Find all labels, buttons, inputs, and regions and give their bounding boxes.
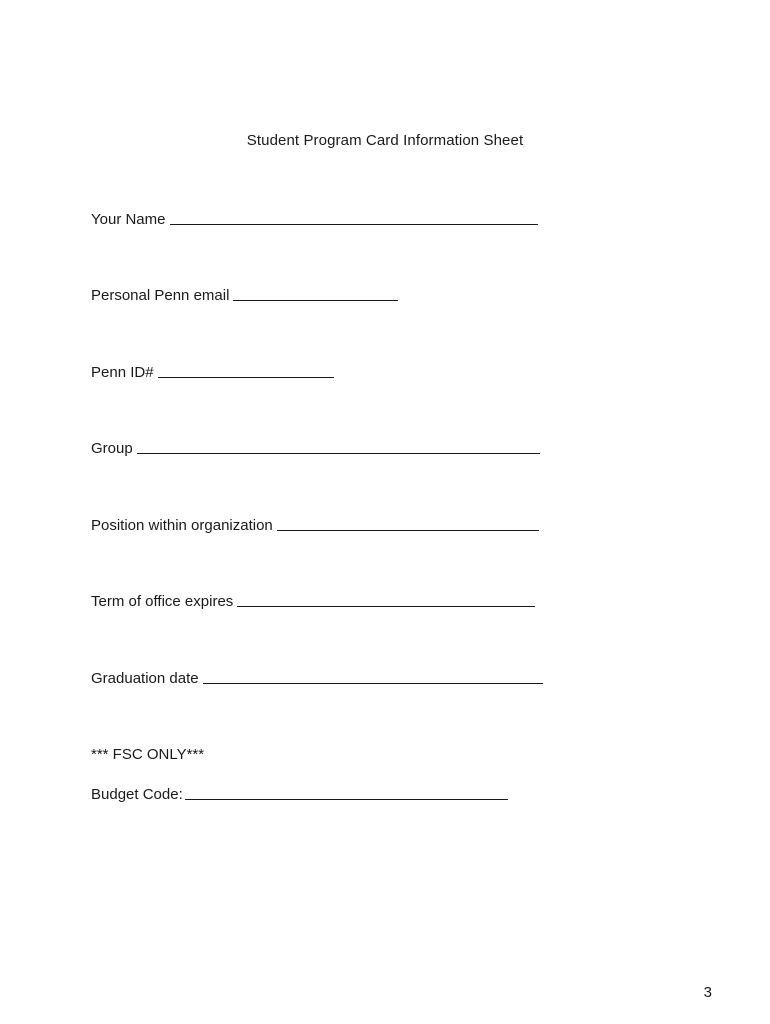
field-term-expires xyxy=(91,593,535,610)
fill-in-line[interactable] xyxy=(237,605,535,607)
field-position xyxy=(91,517,539,534)
field-your-name xyxy=(91,211,538,228)
field-label: Position within organization xyxy=(91,517,273,534)
fill-in-line[interactable] xyxy=(277,529,539,531)
fill-in-line[interactable] xyxy=(185,798,508,800)
field-graduation-date xyxy=(91,670,543,687)
field-budget-code xyxy=(91,786,508,803)
fill-in-line[interactable] xyxy=(170,223,538,225)
field-label: Your Name xyxy=(91,211,166,228)
fill-in-line[interactable] xyxy=(233,299,398,301)
page-number: 3 xyxy=(703,984,712,1001)
fill-in-line[interactable] xyxy=(158,376,334,378)
page-title: Student Program Card Information Sheet xyxy=(246,132,524,149)
fill-in-line[interactable] xyxy=(137,452,540,454)
field-label: Budget Code: xyxy=(91,786,183,803)
fsc-only-note: *** FSC ONLY*** xyxy=(91,746,205,763)
field-personal-email xyxy=(91,287,398,304)
fill-in-line[interactable] xyxy=(203,682,543,684)
field-label: Group xyxy=(91,440,133,457)
field-label: Personal Penn email xyxy=(91,287,230,304)
field-label: Penn ID# xyxy=(91,364,154,381)
field-label: Term of office expires xyxy=(91,593,234,610)
field-penn-id xyxy=(91,364,334,381)
field-label: Graduation date xyxy=(91,670,199,687)
field-group xyxy=(91,440,540,457)
